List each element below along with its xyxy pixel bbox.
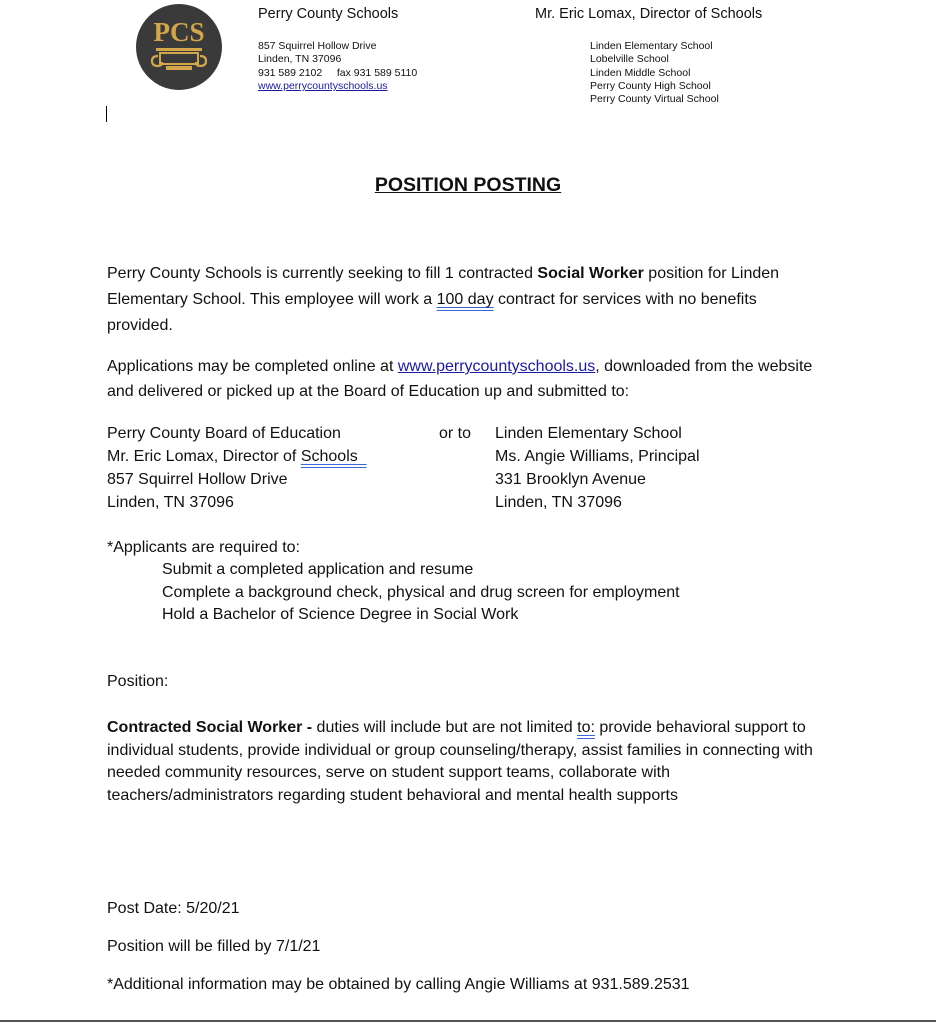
school-item: Linden Elementary School <box>590 40 713 52</box>
applications-paragraph <box>107 354 819 404</box>
page-title: POSITION POSTING <box>374 174 562 196</box>
address-line-2: Linden, TN 37096 <box>258 53 342 66</box>
left-address-line <box>107 448 367 466</box>
post-date: Post Date: 5/20/21 <box>107 900 240 917</box>
intro-paragraph <box>107 261 819 339</box>
org-address <box>258 40 417 93</box>
phone: 931 589 2102 <box>258 66 323 79</box>
requirement-item: Complete a background check, physical and drug screen for employment <box>162 584 680 601</box>
intro-text-3: contract for services with no benefits provided. <box>107 291 757 334</box>
additional-info: *Additional information may be obtained by calling Angie Williams at 931.589.2531 <box>107 976 690 993</box>
filled-by-date: Position will be filled by 7/1/21 <box>107 938 321 955</box>
or-to-text: or to <box>439 425 472 442</box>
svg-text:PCS: PCS <box>153 17 205 47</box>
applications-text-2: , downloaded from the website and delivered or picked up at the Board of Education up and submitted to: <box>107 358 813 400</box>
left-address-line: 857 Squirrel Hollow Drive <box>107 471 288 488</box>
director-name: Mr. Eric Lomax, Director of Schools <box>535 6 763 22</box>
requirement-item: Submit a completed application and resume <box>162 561 474 578</box>
phone-fax <box>258 67 417 80</box>
org-name: Perry County Schools <box>258 6 399 22</box>
schools-list <box>590 40 719 106</box>
left-address-line: Perry County Board of Education <box>107 425 341 442</box>
position-underlined: to: <box>577 719 595 736</box>
position-label: Position: <box>107 673 169 690</box>
position-text-2: provide behavioral support to individual students, provide individual or group counseling/therapy, assist families in connecting with needed community resources, serve on student support teams, collaborate with teachers/administrators regarding student behavioral and mental health supports <box>107 719 813 804</box>
position-title: Contracted Social Worker - <box>107 719 313 736</box>
school-item: Perry County Virtual School <box>590 93 719 106</box>
left-address-text: Mr. Eric Lomax, Director of <box>107 448 301 465</box>
applications-website-link[interactable]: www.perrycountyschools.us <box>397 358 596 375</box>
right-address-line: 331 Brooklyn Avenue <box>495 471 646 488</box>
intro-text-2: position for Linden Elementary School. This employee will work a <box>107 265 780 308</box>
address-line-1: 857 Squirrel Hollow Drive <box>258 40 377 52</box>
website-link[interactable]: www.perrycountyschools.us <box>258 79 388 92</box>
right-address-line: Ms. Angie Williams, Principal <box>495 448 700 465</box>
requirements-heading: *Applicants are required to: <box>107 539 300 556</box>
intro-text-1: Perry County Schools is currently seeking to fill 1 contracted <box>107 265 538 282</box>
intro-bold: Social Worker <box>537 265 644 282</box>
school-item: Linden Middle School <box>590 66 691 79</box>
pcs-logo <box>136 4 222 90</box>
left-address-underlined: Schools <box>300 448 358 465</box>
text-cursor <box>106 106 107 122</box>
right-address-line: Linden Elementary School <box>495 425 682 442</box>
right-address-line: Linden, TN 37096 <box>495 494 622 511</box>
school-item: Perry County High School <box>590 79 711 92</box>
fax: fax 931 589 5110 <box>336 66 418 79</box>
position-text-1: duties will include but are not limited <box>312 719 578 736</box>
intro-underlined: 100 day <box>436 291 494 308</box>
position-description <box>107 717 832 807</box>
school-item: Lobelville School <box>590 53 669 66</box>
page-bottom-edge <box>0 1020 936 1022</box>
requirement-item: Hold a Bachelor of Science Degree in Social Work <box>162 606 519 623</box>
left-address-line: Linden, TN 37096 <box>107 494 234 511</box>
applications-text-1: Applications may be completed online at <box>107 358 398 375</box>
